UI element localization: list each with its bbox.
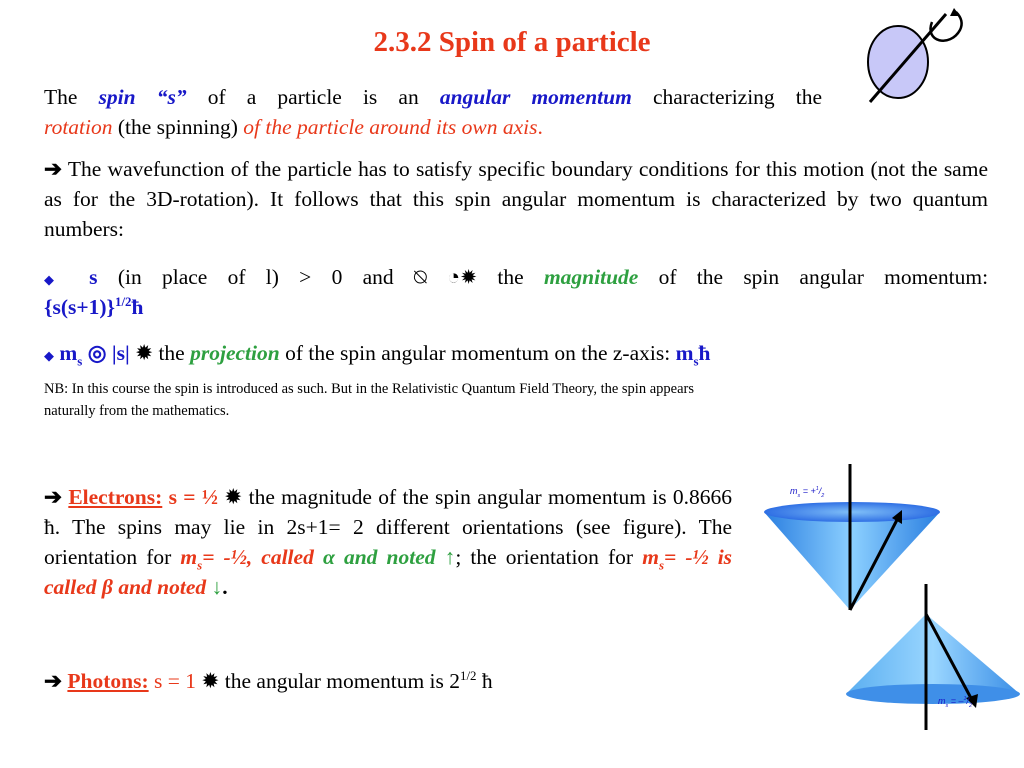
ms-subscript: s — [658, 558, 664, 573]
wavefunction-text: The wavefunction of the particle has to satisfy specific boundary conditions for this motion (not the same as for the 3D-rotation). It follows that this spin angular momentum is characterized by two quantum numbers: — [44, 157, 988, 241]
electrons-paragraph — [44, 482, 732, 602]
star-icon: ✹ — [224, 485, 243, 509]
bullet-s-text: (in place of l) > 0 and — [117, 265, 394, 289]
upper-cone — [764, 512, 940, 610]
rotation-arrowhead — [950, 8, 960, 16]
projection-term: projection — [190, 341, 280, 365]
electrons-text: ; the orientation for — [455, 545, 634, 569]
label-sub: s — [945, 702, 949, 709]
bullet-ms-line — [44, 338, 988, 371]
star-icon: ✹ — [135, 341, 154, 365]
formula-base: {s(s+1)} — [44, 295, 115, 319]
intro-text: (the spinning) — [117, 115, 238, 139]
alpha-symbol: α — [322, 545, 335, 569]
abs-s-symbol: |s| — [111, 341, 130, 365]
spin-cones-figure — [756, 462, 1024, 762]
label-num: 1 — [815, 486, 819, 492]
upper-cone-cap — [764, 502, 940, 522]
label-sub: s — [797, 492, 801, 499]
ms-symbol: m — [59, 341, 78, 365]
sphere — [868, 26, 928, 98]
star-icon: ✹ — [460, 265, 478, 289]
photons-label: Photons: — [67, 669, 149, 693]
down-arrow-icon: ↓ — [211, 575, 223, 599]
bullet-s-text: the — [497, 265, 524, 289]
electrons-label: Electrons: — [68, 485, 163, 509]
symbol-glyphs-icon: ⍉ ◔ — [413, 265, 461, 289]
photons-hbar: ħ — [481, 669, 493, 693]
ms-value-hbar: ħ — [698, 341, 711, 365]
label-m: m — [790, 486, 798, 496]
electrons-period: . — [222, 575, 228, 599]
bullet-s-line-2 — [44, 292, 444, 322]
magnitude-formula — [44, 295, 143, 319]
wavefunction-paragraph — [44, 154, 988, 244]
label-m: m — [938, 696, 946, 706]
magnitude-term: magnitude — [543, 265, 639, 289]
star-icon: ✹ — [201, 669, 220, 693]
intro-text: characterizing the — [652, 85, 823, 109]
diamond-bullet-icon: ◆ — [44, 272, 69, 287]
spin-term: spin “s” — [98, 85, 187, 109]
s-symbol: s — [89, 265, 98, 289]
label-num: 1 — [963, 696, 967, 702]
upper-cone-label: $m_s = +^1/_2$ — [790, 486, 825, 499]
arrow-icon: ➔ — [44, 669, 63, 693]
photons-s-value: s = 1 — [154, 669, 196, 693]
beta-symbol: β — [101, 575, 113, 599]
circle-icon: ◎ — [87, 341, 107, 365]
bullet-ms-text: the — [158, 341, 185, 365]
and-noted-text: and noted — [118, 575, 207, 599]
bullet-s-line-1 — [44, 262, 988, 295]
intro-line-2 — [44, 112, 844, 142]
label-eq: = – — [948, 696, 964, 706]
ms-value-symbol: m — [675, 341, 694, 365]
photons-line — [44, 666, 744, 696]
ms-value-subscript: s — [693, 354, 699, 369]
arrow-icon: ➔ — [44, 485, 63, 509]
arrow-icon: ➔ — [44, 157, 63, 181]
formula-hbar: ħ — [131, 295, 144, 319]
intro-period: . — [537, 115, 543, 139]
electrons-s-value: s = ½ — [168, 485, 218, 509]
label-eq: = + — [800, 486, 816, 496]
lower-cone-base — [846, 684, 1020, 709]
and-noted-text: and noted — [343, 545, 436, 569]
own-axis-term: of the particle around its own axis — [243, 115, 538, 139]
ms-subscript: s — [197, 558, 203, 573]
rotation-term: rotation — [44, 115, 113, 139]
nb-note: NB: In this course the spin is introduced as such. But in the Relativistic Quantum Field Theory, the spin appears naturally from the mathematics. — [44, 381, 694, 419]
photons-text: the angular momentum is 2 — [224, 669, 461, 693]
spinning-sphere-illustration — [860, 8, 980, 108]
intro-line-1 — [44, 82, 822, 112]
ms-value-alpha: = -½, called — [202, 545, 314, 569]
intro-text: of a particle is an — [207, 85, 419, 109]
lower-cone-label: $m_s = -^1/_2$ — [938, 696, 972, 709]
photons-exponent: 1/2 — [460, 668, 477, 683]
ms-symbol: m — [180, 545, 198, 569]
electrons-text: the magnitude of the spin angular momentum is 0.8666 ħ. The spins may lie in 2s+1= 2 different orientations (see figure). The orientation for — [44, 485, 732, 569]
label-den: 2 — [821, 492, 825, 499]
intro-text: The — [44, 85, 78, 109]
angular-momentum-term: angular momentum — [439, 85, 632, 109]
ms-symbol: m — [642, 545, 659, 569]
label-den: 2 — [968, 702, 972, 709]
bullet-s-text: of the spin angular momentum: — [658, 265, 989, 289]
page-title: 2.3.2 Spin of a particle — [373, 26, 651, 58]
ms-subscript: s — [77, 354, 83, 369]
formula-exponent: 1/2 — [115, 294, 132, 309]
diamond-bullet-icon: ◆ — [44, 348, 54, 363]
bullet-ms-text: of the spin angular momentum on the z-axis: — [285, 341, 671, 365]
up-arrow-icon: ↑ — [444, 545, 456, 569]
ms-value-beta: = -½ is called — [44, 545, 733, 599]
